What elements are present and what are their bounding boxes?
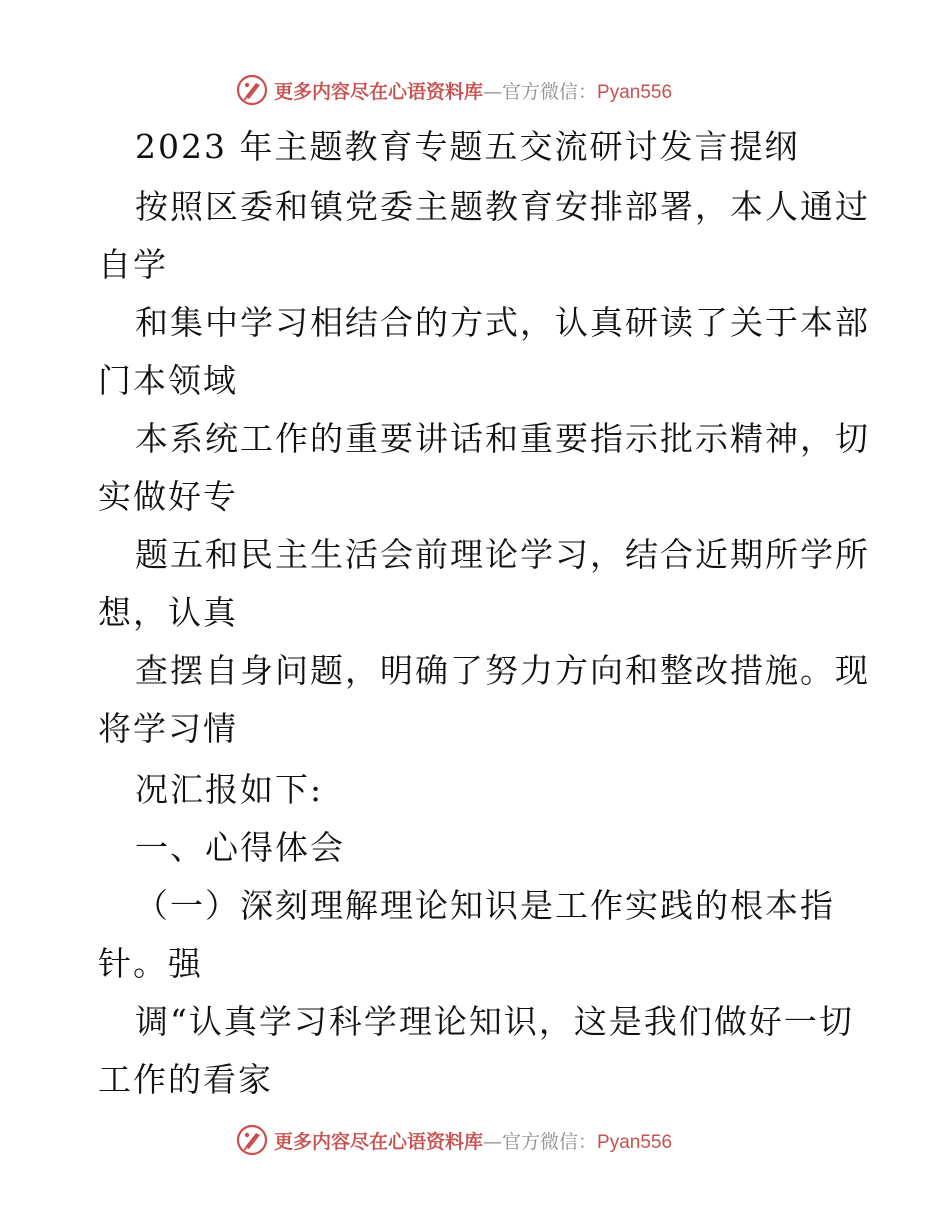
watermark-brand: 更多内容尽在心语资料库 bbox=[274, 1130, 484, 1153]
watermark-wechat-id: Pyan556 bbox=[597, 81, 673, 103]
watermark-channel: 官方微信： bbox=[502, 1130, 598, 1153]
paragraph-line: 按照区委和镇党委主题教育安排部署，本人通过 bbox=[135, 187, 870, 226]
paragraph-line: 况汇报如下: bbox=[135, 770, 324, 809]
paragraph-line: 本系统工作的重要讲话和重要指示批示精神，切 bbox=[135, 419, 870, 458]
subsection-heading: （一）深刻理解理论知识是工作实践的根本指 bbox=[135, 886, 835, 925]
watermark-separator: — bbox=[483, 1130, 503, 1153]
paragraph-line: 想，认真 bbox=[98, 593, 238, 632]
paragraph-line: 实做好专 bbox=[98, 477, 238, 516]
watermark-wechat-id: Pyan556 bbox=[597, 1131, 673, 1153]
paragraph-line: 门本领域 bbox=[98, 361, 238, 400]
paragraph-line: 将学习情 bbox=[98, 709, 238, 748]
watermark-separator: — bbox=[483, 80, 503, 103]
watermark-brand: 更多内容尽在心语资料库 bbox=[274, 80, 484, 103]
paragraph-line: 题五和民主生活会前理论学习，结合近期所学所 bbox=[135, 535, 870, 574]
paragraph-line: 调“认真学习科学理论知识，这是我们做好一切 bbox=[135, 1002, 854, 1041]
document-title: 2023 年主题教育专题五交流研讨发言提纲 bbox=[135, 127, 800, 166]
quill-pen-logo-icon bbox=[236, 1124, 268, 1156]
footer-watermark bbox=[236, 1123, 672, 1157]
watermark-channel: 官方微信： bbox=[502, 80, 598, 103]
paragraph-line: 和集中学习相结合的方式，认真研读了关于本部 bbox=[135, 303, 870, 342]
paragraph-line: 自学 bbox=[98, 245, 168, 284]
paragraph-line: 针。强 bbox=[98, 944, 203, 983]
section-heading: 一、心得体会 bbox=[135, 828, 345, 867]
paragraph-line: 查摆自身问题，明确了努力方向和整改措施。现 bbox=[135, 651, 870, 690]
paragraph-line: 工作的看家 bbox=[98, 1060, 273, 1099]
